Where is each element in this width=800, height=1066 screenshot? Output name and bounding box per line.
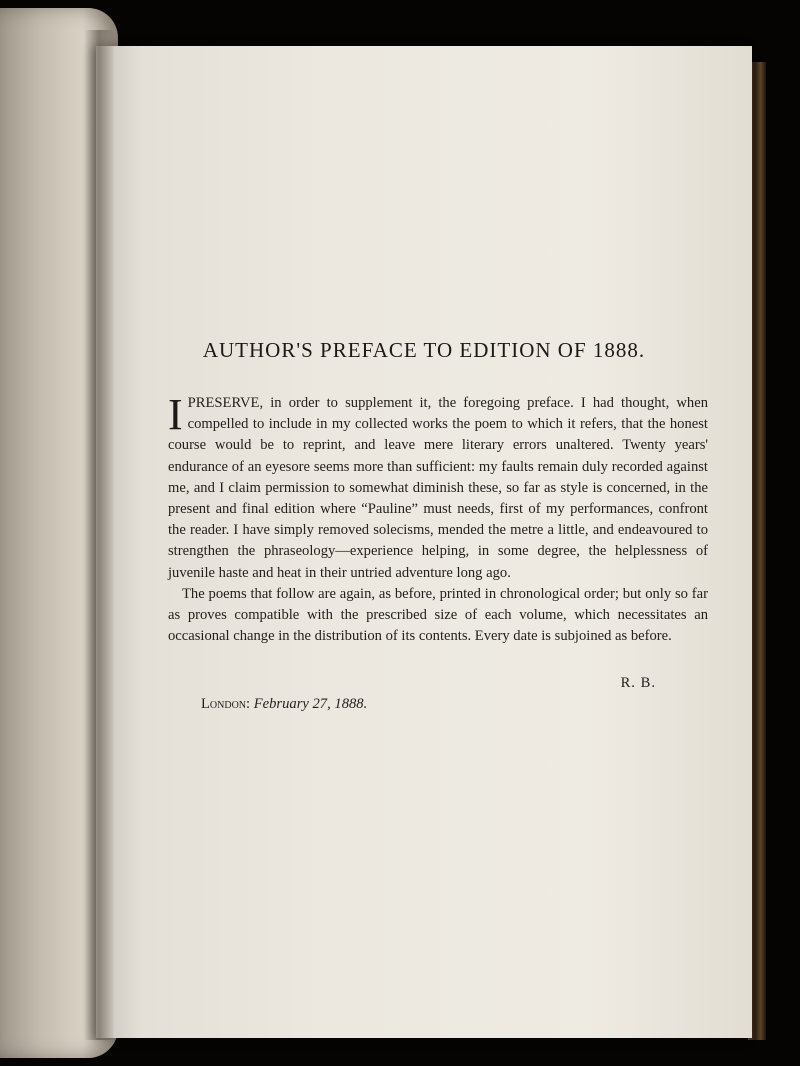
dateline-date: February 27, 1888. [253, 696, 368, 712]
drop-cap: I [168, 390, 183, 439]
book-page [96, 46, 752, 1038]
dateline [201, 696, 367, 713]
preface-paragraph-1 [168, 390, 708, 584]
preface-paragraph-2: The poems that follow are again, as before, printed in chronological order; but only so far as proves compatible with the prescribed size of each volume, which necessitates an occasional change in the distribution of its contents. Every date is subjoined as before. [168, 585, 708, 645]
first-word: PRESERVE, [187, 395, 264, 411]
book-gutter-shadow [84, 30, 114, 1040]
preface-body [168, 390, 708, 647]
dateline-place: London: [201, 696, 251, 712]
signature: R. B. [620, 675, 656, 691]
preface-title: AUTHOR'S PREFACE TO EDITION OF 1888. [202, 338, 646, 362]
paragraph-1-text: in order to supplement it, the foregoing preface. I had thought, when compelled to include in my collected works the poem to which it refers, that the honest course would be to reprint, and leave mere literary errors unaltered. Twenty years' endurance of an eyesore seems more than sufficient: my faults remain duly recorded against me, and I claim permission to somewhat diminish these, so far as style is concerned, in the present and final edition where “Pauline” must needs, first of my performances, confront the reader. I have simply removed solecisms, mended the metre a little, and endeavoured to strengthen the phraseology—experience helping, in some degree, the helplessness of juvenile haste and heat in their untried adventure long ago. [168, 395, 708, 581]
